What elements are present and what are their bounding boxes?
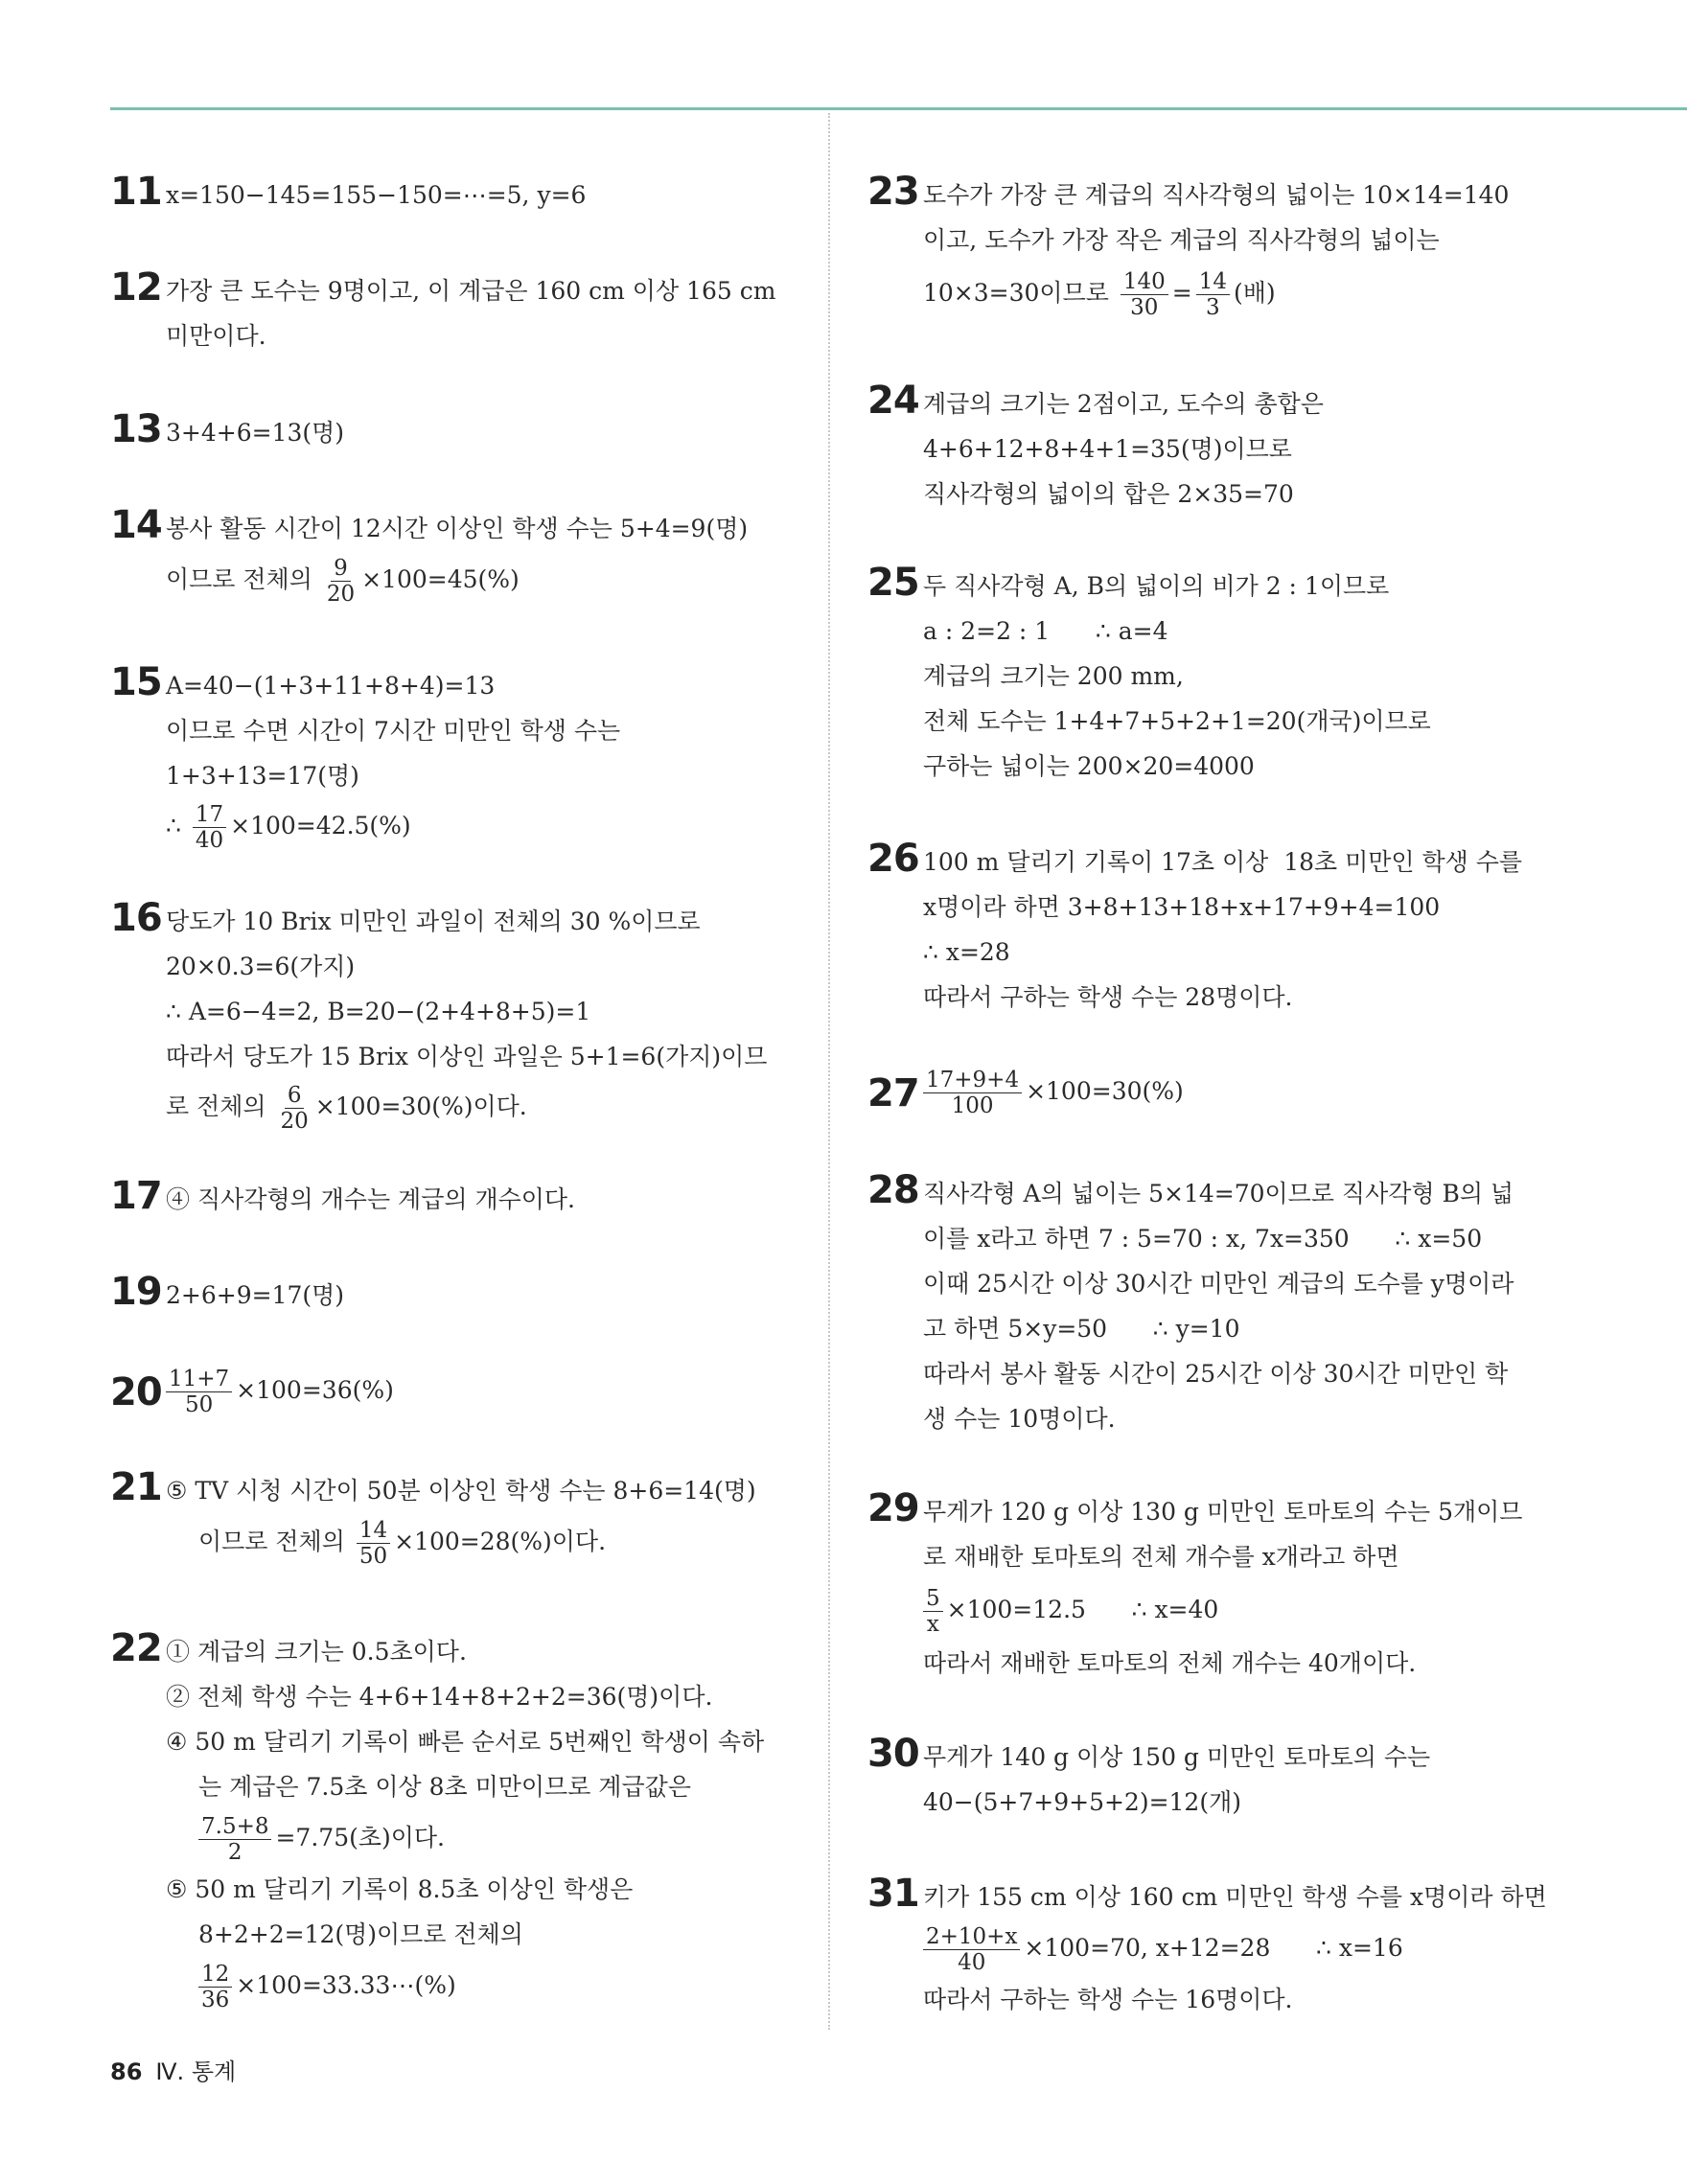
solution-line: 1+3+13=17(명) bbox=[166, 762, 359, 790]
problem-22 bbox=[110, 1626, 796, 2014]
solution-line: 이고, 도수가 가장 작은 계급의 직사각형의 넓이는 bbox=[923, 226, 1440, 254]
text: 이므로 전체의 bbox=[166, 565, 312, 593]
solution-line: ⑤ TV 시청 시간이 50분 이상인 학생 수는 8+6=14(명) bbox=[166, 1477, 756, 1505]
therefore-symbol: ∴ bbox=[166, 812, 181, 839]
text: ×100=45(%) bbox=[361, 565, 520, 593]
text: 이므로 전체의 bbox=[198, 1528, 345, 1555]
fraction bbox=[278, 1083, 312, 1134]
solution-line: 20×0.3=6(가지) bbox=[166, 953, 356, 980]
solution-line: 이므로 수면 시간이 7시간 미만인 학생 수는 bbox=[166, 717, 621, 745]
solution-line: 직사각형의 넓이의 합은 2×35=70 bbox=[923, 480, 1294, 508]
numerator: 14 bbox=[1196, 269, 1230, 295]
numerator: 9 bbox=[331, 556, 351, 582]
fraction bbox=[923, 1586, 943, 1637]
problem-number: 14 bbox=[110, 503, 162, 547]
text: 10×3=30이므로 bbox=[923, 279, 1109, 307]
solution-line: 미만이다. bbox=[166, 322, 266, 350]
solution-line: 40−(5+7+9+5+2)=12(개) bbox=[923, 1788, 1241, 1816]
problem-number: 16 bbox=[110, 896, 162, 940]
solution-line: 8+2+2=12(명)이므로 전체의 bbox=[198, 1920, 523, 1948]
problem-25 bbox=[867, 563, 1558, 839]
problem-14 bbox=[110, 503, 796, 663]
solution-line: 는 계급은 7.5초 이상 8초 미만이므로 계급값은 bbox=[198, 1773, 691, 1801]
solution-line bbox=[166, 1957, 796, 2014]
solution-line: a : 2=2 : 1 ∴ a=4 bbox=[923, 617, 1168, 645]
solution-line: 100 m 달리기 기록이 17초 이상 18초 미만인 학생 수를 bbox=[923, 848, 1523, 876]
solution-line: ① 계급의 크기는 0.5초이다. bbox=[166, 1638, 467, 1666]
solution-line: 따라서 구하는 학생 수는 16명이다. bbox=[923, 1986, 1293, 2013]
numerator: 6 bbox=[285, 1083, 305, 1109]
problem-30 bbox=[867, 1732, 1558, 1874]
solution-line: x명이라 하면 3+8+13+18+x+17+9+4=100 bbox=[923, 893, 1441, 921]
fraction bbox=[193, 802, 226, 853]
numerator: 140 bbox=[1121, 269, 1168, 295]
text: ×100=33.33⋯(%) bbox=[236, 1971, 456, 1999]
solution-line bbox=[923, 1579, 1558, 1641]
problem-number: 29 bbox=[867, 1486, 919, 1530]
problem-number: 17 bbox=[110, 1174, 162, 1218]
problem-29 bbox=[867, 1486, 1558, 1735]
numerator: 7.5+8 bbox=[198, 1814, 271, 1840]
solution-line: 키가 155 cm 이상 160 cm 미만인 학생 수를 x명이라 하면 bbox=[923, 1883, 1547, 1911]
problem-number: 31 bbox=[867, 1872, 919, 1916]
solution-line: ④ 직사각형의 개수는 계급의 개수이다. bbox=[166, 1185, 575, 1213]
problem-27 bbox=[867, 1064, 1558, 1171]
text: ×100=12.5 ∴ x=40 bbox=[946, 1596, 1219, 1623]
numerator: 5 bbox=[923, 1586, 943, 1612]
text: =7.75(초)이다. bbox=[275, 1824, 445, 1851]
solution-line: 무게가 140 g 이상 150 g 미만인 토마토의 수는 bbox=[923, 1743, 1431, 1771]
solution-line: 두 직사각형 A, B의 넓이의 비가 2 : 1이므로 bbox=[923, 572, 1390, 600]
solution-line: 생 수는 10명이다. bbox=[923, 1405, 1116, 1433]
solution-line: x=150−145=155−150=⋯=5, y=6 bbox=[166, 181, 587, 209]
denominator: 3 bbox=[1206, 295, 1220, 320]
problem-number: 13 bbox=[110, 407, 162, 451]
denominator: 50 bbox=[184, 1392, 214, 1417]
denominator: 100 bbox=[951, 1093, 994, 1118]
right-column bbox=[867, 172, 1558, 2022]
problem-number: 19 bbox=[110, 1270, 162, 1314]
problem-13 bbox=[110, 407, 796, 506]
problem-17 bbox=[110, 1174, 796, 1273]
numerator: 2+10+x bbox=[923, 1924, 1020, 1950]
solution-line: A=40−(1+3+11+8+4)=13 bbox=[166, 672, 496, 700]
solution-line: 4+6+12+8+4+1=35(명)이므로 bbox=[923, 435, 1292, 463]
problem-number: 30 bbox=[867, 1732, 919, 1776]
solution-line bbox=[166, 1363, 796, 1418]
text: 로 전체의 bbox=[166, 1092, 266, 1120]
denominator: x bbox=[926, 1612, 939, 1637]
fraction bbox=[166, 1367, 232, 1417]
solution-line: 따라서 구하는 학생 수는 28명이다. bbox=[923, 983, 1293, 1011]
fraction bbox=[1196, 269, 1230, 320]
solution-line bbox=[166, 1513, 796, 1571]
problem-23 bbox=[867, 172, 1558, 381]
fraction bbox=[198, 1814, 271, 1865]
solution-line: 따라서 재배한 토마토의 전체 개수는 40개이다. bbox=[923, 1649, 1417, 1677]
solution-line bbox=[923, 263, 1558, 324]
text: ×100=70, x+12=28 ∴ x=16 bbox=[1024, 1934, 1403, 1962]
numerator: 17+9+4 bbox=[923, 1068, 1022, 1093]
solution-line bbox=[166, 798, 796, 854]
problem-number: 11 bbox=[110, 170, 162, 214]
problem-number: 20 bbox=[110, 1370, 162, 1414]
fraction bbox=[923, 1068, 1022, 1118]
solution-line bbox=[923, 1064, 1558, 1119]
denominator: 50 bbox=[358, 1544, 388, 1569]
page-footer bbox=[110, 2053, 236, 2086]
problem-number: 23 bbox=[867, 170, 919, 214]
solution-line: 당도가 10 Brix 미만인 과일이 전체의 30 %이므로 bbox=[166, 908, 701, 935]
denominator: 36 bbox=[201, 1988, 230, 2012]
numerator: 17 bbox=[193, 802, 226, 828]
problem-26 bbox=[867, 839, 1558, 1064]
solution-line: 이때 25시간 이상 30시간 미만인 계급의 도수를 y명이라 bbox=[923, 1270, 1514, 1298]
denominator: 40 bbox=[958, 1950, 986, 1975]
denominator: 20 bbox=[280, 1109, 309, 1134]
solution-line bbox=[166, 1079, 796, 1135]
solution-line: ④ 50 m 달리기 기록이 빠른 순서로 5번째인 학생이 속하 bbox=[166, 1728, 765, 1756]
problem-number: 21 bbox=[110, 1465, 162, 1509]
solution-line: ② 전체 학생 수는 4+6+14+8+2+2=36(명)이다. bbox=[166, 1683, 713, 1711]
solution-line: 따라서 봉사 활동 시간이 25시간 이상 30시간 미만인 학 bbox=[923, 1360, 1509, 1388]
problem-number: 27 bbox=[867, 1071, 919, 1115]
problem-12 bbox=[110, 265, 796, 410]
solution-line: 고 하면 5×y=50 ∴ y=10 bbox=[923, 1315, 1240, 1343]
column-divider bbox=[828, 113, 830, 2030]
text: ×100=28(%)이다. bbox=[394, 1528, 607, 1555]
solution-line: 3+4+6=13(명) bbox=[166, 419, 345, 447]
problem-20 bbox=[110, 1363, 796, 1468]
problem-11 bbox=[110, 172, 796, 268]
fraction bbox=[1121, 269, 1168, 320]
text: ×100=36(%) bbox=[236, 1376, 394, 1404]
solution-line: 도수가 가장 큰 계급의 직사각형의 넓이는 10×14=140 bbox=[923, 181, 1510, 209]
problem-21 bbox=[110, 1465, 796, 1629]
denominator: 30 bbox=[1130, 295, 1159, 320]
solution-line: 계급의 크기는 2점이고, 도수의 총합은 bbox=[923, 390, 1324, 418]
solution-line bbox=[166, 1809, 796, 1867]
solution-line: 이를 x라고 하면 7 : 5=70 : x, 7x=350 ∴ x=50 bbox=[923, 1225, 1483, 1253]
problem-31 bbox=[867, 1874, 1558, 2022]
denominator: 40 bbox=[195, 828, 224, 853]
section-title: Ⅳ. 통계 bbox=[155, 2058, 237, 2085]
solution-line bbox=[923, 1920, 1558, 1977]
solution-line: 계급의 크기는 200 mm, bbox=[923, 662, 1184, 690]
problem-number: 22 bbox=[110, 1626, 162, 1670]
fraction bbox=[357, 1518, 390, 1569]
problem-number: 15 bbox=[110, 660, 162, 704]
numerator: 12 bbox=[198, 1962, 232, 1988]
equals: = bbox=[1171, 279, 1192, 307]
solution-line: 2+6+9=17(명) bbox=[166, 1281, 345, 1309]
header-rule bbox=[110, 107, 1687, 110]
solution-line: 봉사 활동 시간이 12시간 이상인 학생 수는 5+4=9(명) bbox=[166, 515, 749, 542]
solution-line: ∴ x=28 bbox=[923, 938, 1010, 966]
problem-24 bbox=[867, 381, 1558, 563]
solution-line: 로 재배한 토마토의 전체 개수를 x개라고 하면 bbox=[923, 1543, 1399, 1571]
solution-line: 무게가 120 g 이상 130 g 미만인 토마토의 수는 5개이므 bbox=[923, 1498, 1523, 1526]
denominator: 2 bbox=[227, 1840, 243, 1865]
fraction bbox=[198, 1962, 232, 2012]
text: ×100=42.5(%) bbox=[230, 812, 411, 839]
problem-16 bbox=[110, 896, 796, 1177]
solution-line: 전체 도수는 1+4+7+5+2+1=20(개국)이므로 bbox=[923, 707, 1431, 735]
solution-line: ∴ A=6−4=2, B=20−(2+4+8+5)=1 bbox=[166, 998, 591, 1025]
solution-line: 직사각형 A의 넓이는 5×14=70이므로 직사각형 B의 넓 bbox=[923, 1180, 1514, 1207]
solution-line: 가장 큰 도수는 9명이고, 이 계급은 160 cm 이상 165 cm bbox=[166, 277, 776, 305]
fraction bbox=[923, 1924, 1020, 1975]
numerator: 14 bbox=[357, 1518, 390, 1544]
left-column bbox=[110, 172, 796, 2014]
page-number: 86 bbox=[110, 2058, 143, 2085]
denominator: 20 bbox=[326, 582, 356, 607]
numerator: 11+7 bbox=[166, 1367, 232, 1392]
fraction bbox=[324, 556, 358, 607]
problem-number: 25 bbox=[867, 561, 919, 605]
text: ×100=30(%)이다. bbox=[314, 1092, 527, 1120]
solution-line: 구하는 넓이는 200×20=4000 bbox=[923, 752, 1255, 780]
problem-number: 12 bbox=[110, 265, 162, 310]
problem-number: 26 bbox=[867, 837, 919, 881]
text: ×100=30(%) bbox=[1026, 1077, 1184, 1105]
problem-number: 24 bbox=[867, 379, 919, 423]
solution-line bbox=[166, 551, 796, 609]
problem-28 bbox=[867, 1168, 1558, 1489]
text: (배) bbox=[1233, 279, 1276, 307]
problem-number: 28 bbox=[867, 1168, 919, 1212]
problem-19 bbox=[110, 1270, 796, 1363]
solution-line: ⑤ 50 m 달리기 기록이 8.5초 이상인 학생은 bbox=[166, 1875, 634, 1903]
solution-line: 따라서 당도가 15 Brix 이상인 과일은 5+1=6(가지)이므 bbox=[166, 1043, 768, 1070]
problem-15 bbox=[110, 660, 796, 899]
